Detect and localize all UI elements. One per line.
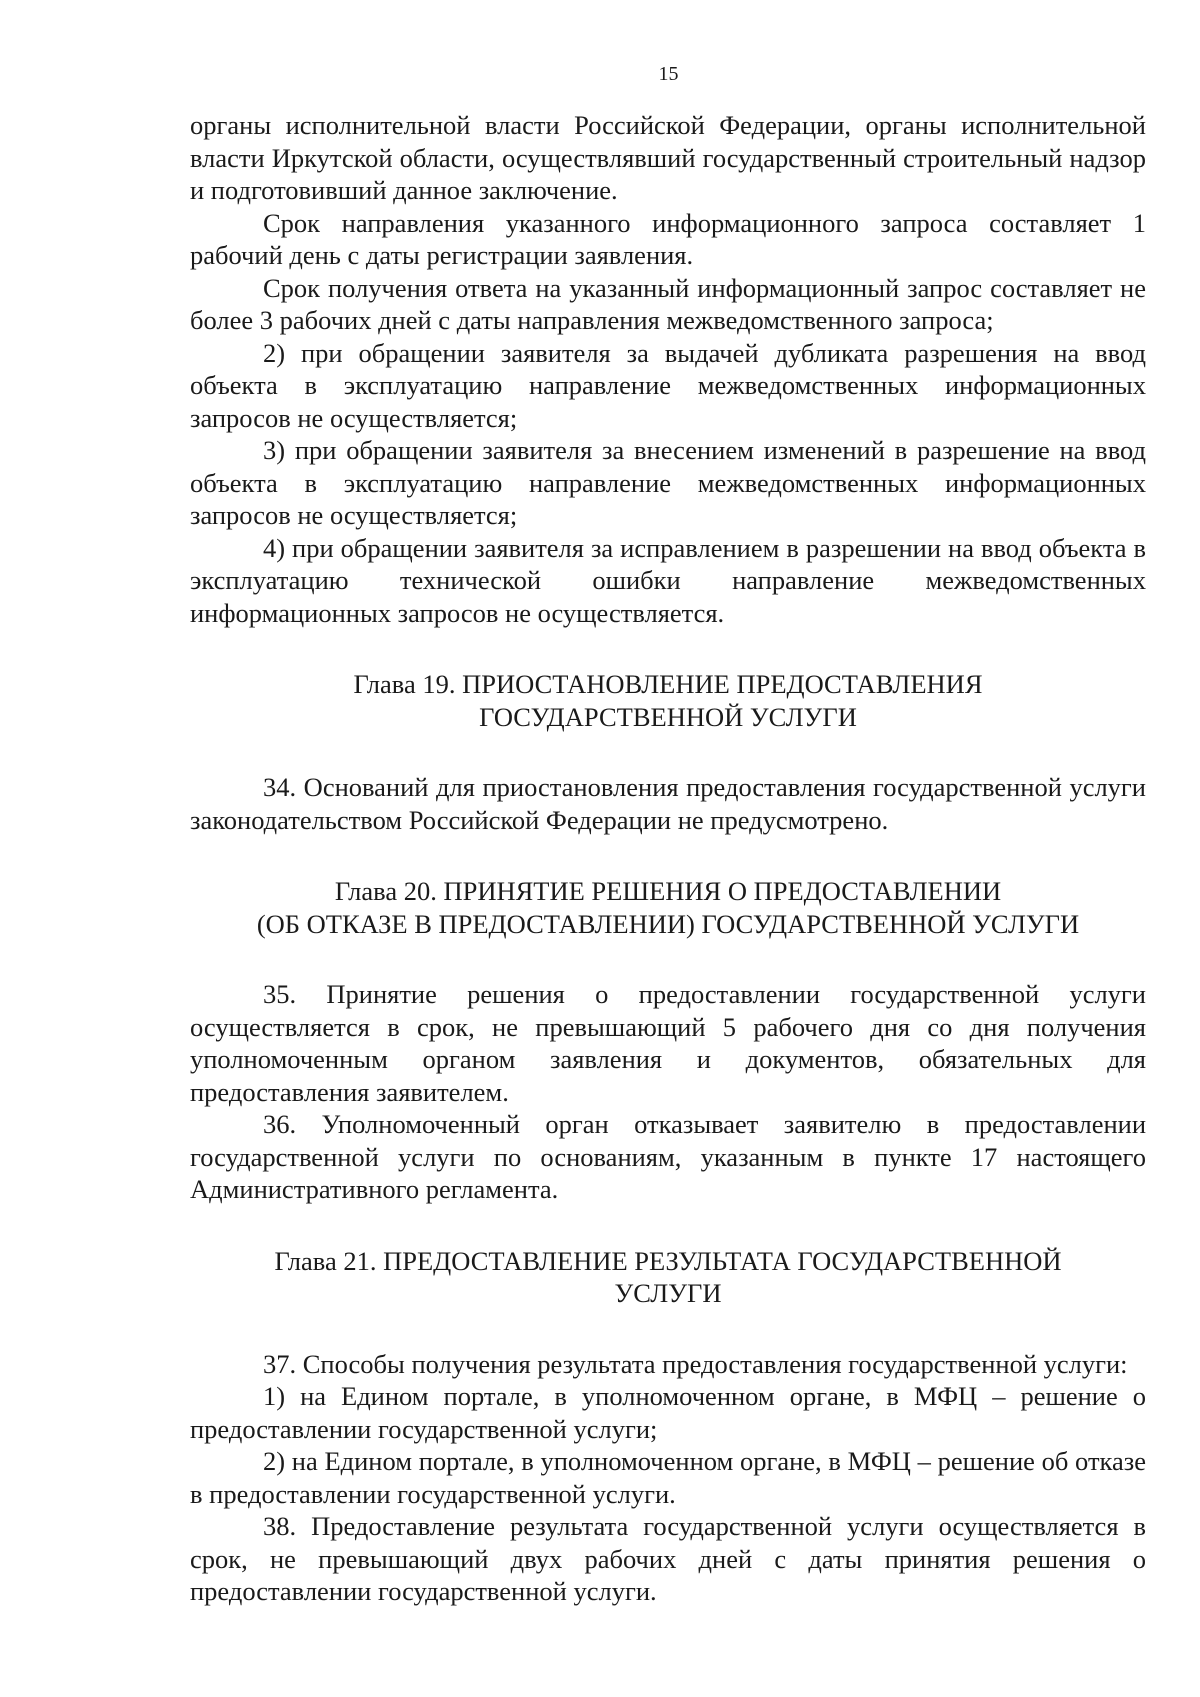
paragraph: 3) при обращении заявителя за внесением изменений в разрешение на ввод объекта в эксплуатацию направление межведомственных информационных запросов не осуществляется; bbox=[190, 435, 1146, 530]
chapter-19-heading bbox=[190, 668, 1146, 733]
paragraph: Срок направления указанного информационного запроса составляет 1 рабочий день с даты регистрации заявления. bbox=[190, 207, 1146, 270]
chapter-heading-line: УСЛУГИ bbox=[614, 1278, 722, 1308]
chapter-heading-line: Глава 20. ПРИНЯТИЕ РЕШЕНИЯ О ПРЕДОСТАВЛЕНИИ bbox=[334, 876, 1002, 906]
paragraph-38: 38. Предоставление результата государственной услуги осуществляется в срок, не превышающий двух рабочих дней с даты принятия решения о предоставлении государственной услуги. bbox=[190, 1511, 1146, 1606]
chapter-heading-line: Глава 19. ПРИОСТАНОВЛЕНИЕ ПРЕДОСТАВЛЕНИЯ bbox=[353, 669, 983, 699]
chapter-heading-line: (ОБ ОТКАЗЕ В ПРЕДОСТАВЛЕНИИ) ГОСУДАРСТВЕННОЙ УСЛУГИ bbox=[256, 908, 1080, 939]
paragraph-continuation: органы исполнительной власти Российской Федерации, органы исполнительной власти Иркутской области, осуществлявший государственный строительный надзор и подготовивший данное заключение. bbox=[190, 110, 1146, 205]
paragraph-35: 35. Принятие решения о предоставлении государственной услуги осуществляется в срок, не превышающий 5 рабочего дня со дня получения уполномоченным органом заявления и документов, обязательных для предоставления заявителем. bbox=[190, 979, 1146, 1107]
paragraph-37-item-1: 1) на Едином портале, в уполномоченном органе, в МФЦ – решение о предоставлении государственной услуги; bbox=[190, 1381, 1146, 1444]
document-body bbox=[190, 109, 1146, 1608]
paragraph: 2) при обращении заявителя за выдачей дубликата разрешения на ввод объекта в эксплуатацию направление межведомственных информационных запросов не осуществляется; bbox=[190, 337, 1146, 433]
paragraph: Срок получения ответа на указанный информационный запрос составляет не более 3 рабочих дней с даты направления межведомственного запроса; bbox=[190, 272, 1146, 335]
paragraph-37: 37. Способы получения результата предоставления государственной услуги: bbox=[263, 1348, 1128, 1379]
paragraph-36: 36. Уполномоченный орган отказывает заявителю в предоставлении государственной услуги по основаниям, указанным в пункте 17 настоящего Административного регламента. bbox=[190, 1109, 1146, 1204]
chapter-heading-line: Глава 21. ПРЕДОСТАВЛЕНИЕ РЕЗУЛЬТАТА ГОСУДАРСТВЕННОЙ bbox=[274, 1245, 1062, 1276]
paragraph: 4) при обращении заявителя за исправлением в разрешении на ввод объекта в эксплуатацию технической ошибки направление межведомственных информационных запросов не осуществляется. bbox=[190, 532, 1146, 628]
chapter-20-heading bbox=[190, 875, 1146, 940]
chapter-heading-line: ГОСУДАРСТВЕННОЙ УСЛУГИ bbox=[479, 701, 857, 732]
page-number: 15 bbox=[658, 63, 679, 85]
chapter-21-heading bbox=[190, 1245, 1146, 1310]
paragraph-37-item-2: 2) на Едином портале, в уполномоченном органе, в МФЦ – решение об отказе в предоставлении государственной услуги. bbox=[190, 1446, 1146, 1509]
paragraph-34: 34. Оснований для приостановления предоставления государственной услуги законодательством Российской Федерации не предусмотрено. bbox=[190, 772, 1146, 835]
